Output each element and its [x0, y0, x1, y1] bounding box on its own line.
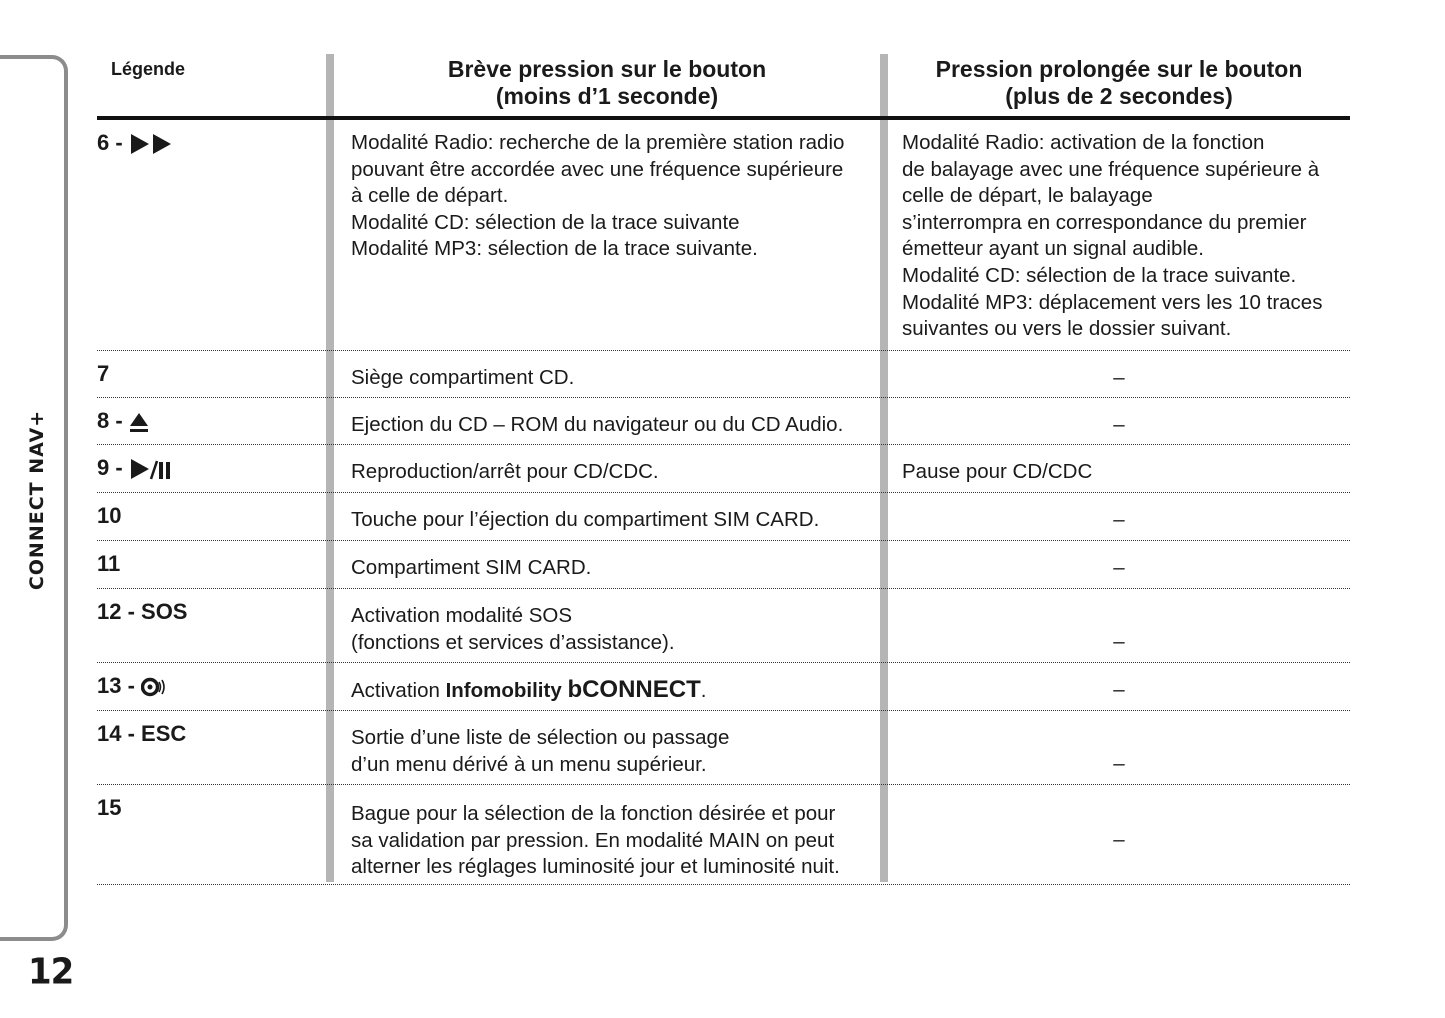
page-number: 12 [28, 951, 74, 993]
short-press-text: Compartiment SIM CARD. [351, 556, 592, 579]
row-key: 13 - [97, 673, 167, 700]
row-key: 10 [97, 503, 122, 528]
short-press-text: Touche pour l’éjection du compartiment SIM CARD. [351, 508, 820, 531]
row-key: 9 - [97, 455, 175, 482]
short-press-text: Sortie d’une liste de sélection ou passage d’un menu dérivé à un menu supérieur. [351, 726, 730, 776]
fast-forward-icon [129, 133, 175, 155]
table-row [97, 445, 1350, 493]
table-row [97, 663, 1350, 711]
long-press-text: Modalité Radio: activation de la fonction de balayage avec une fréquence supérieure à celle de départ, le balayage s’interrompra en correspondance du premier émetteur ayant un signal audible. Modalité CD: sélection de la trace suivante. Modalité MP3: déplacement vers les 10 traces suivantes ou vers le dossier suivant. [902, 131, 1323, 341]
row-key: 8 - [97, 408, 149, 435]
row-key: 12 - SOS [97, 599, 188, 624]
row-key: 14 - ESC [97, 721, 187, 746]
button-function-table [97, 54, 1350, 885]
long-press-text: – [1113, 678, 1125, 701]
short-press-text: Ejection du CD – ROM du navigateur ou du CD Audio. [351, 413, 844, 436]
row-key: 15 [97, 795, 122, 820]
long-press-text: – [1113, 828, 1125, 851]
row-key: 6 - [97, 130, 175, 157]
section-label: CONNECT NAV+ [26, 409, 48, 591]
header-legend: Légende [111, 59, 186, 79]
table-row [97, 351, 1350, 398]
eject-icon [129, 411, 149, 433]
header-short-press: Brève pression sur le bouton (moins d’1 seconde) [447, 56, 767, 109]
table-row [97, 120, 1350, 351]
short-press-text: Activation modalité SOS (fonctions et services d’assistance). [351, 604, 675, 654]
table-row [97, 493, 1350, 541]
infomobility-icon [141, 676, 167, 698]
long-press-text: – [1113, 556, 1125, 579]
table-row [97, 785, 1350, 885]
long-press-text: – [1113, 413, 1125, 436]
table-row [97, 398, 1350, 445]
short-press-text: Activation Infomobility bCONNECT. [351, 676, 707, 703]
table-row [97, 711, 1350, 785]
row-key: 7 [97, 361, 110, 386]
short-press-text: Modalité Radio: recherche de la première station radio pouvant être accordée avec une fréquence supérieure à celle de départ. Modalité CD: sélection de la trace suivante Modalité MP3: sélection de la trace suivante. [351, 131, 845, 261]
long-press-text: Pause pour CD/CDC [902, 460, 1093, 483]
table-row [97, 541, 1350, 589]
table-header [97, 54, 1350, 120]
long-press-text: – [1113, 366, 1125, 389]
long-press-text: – [1113, 630, 1125, 653]
short-press-text: Bague pour la sélection de la fonction désirée et pour sa validation par pression. En modalité MAIN on peut alterner les réglages luminosité jour et luminosité nuit. [351, 802, 840, 879]
header-long-press: Pression prolongée sur le bouton (plus de 2 secondes) [935, 56, 1303, 109]
table-row [97, 589, 1350, 663]
long-press-text: – [1113, 752, 1125, 775]
row-key: 11 [97, 551, 121, 576]
long-press-text: – [1113, 508, 1125, 531]
short-press-text: Reproduction/arrêt pour CD/CDC. [351, 460, 659, 483]
play-pause-icon [129, 458, 175, 480]
short-press-text: Siège compartiment CD. [351, 366, 575, 389]
